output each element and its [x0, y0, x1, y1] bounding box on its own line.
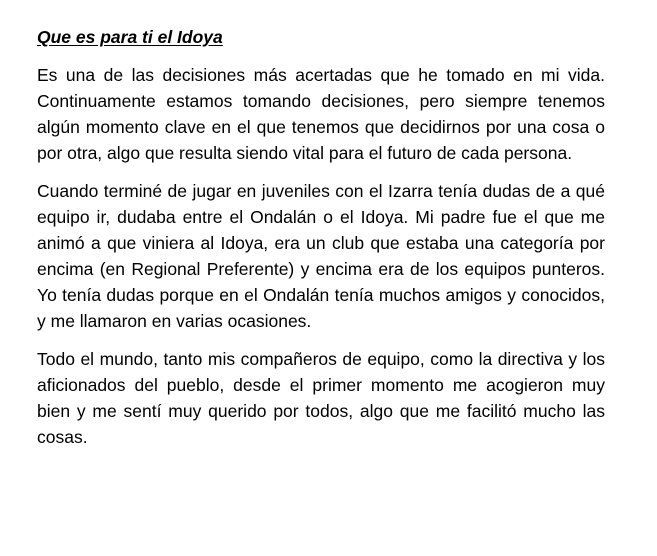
document-page — [37, 24, 605, 450]
paragraph-2: Cuando terminé de jugar en juveniles con el Izarra tenía dudas de a qué equipo ir, dudaba entre el Ondalán o el Idoya. Mi padre fue el que me animó a que viniera al Idoya, era un club que estaba una categoría por encima (en Regional Preferente) y encima era de los equipos punteros. Yo tenía dudas porque en el Ondalán tenía muchos amigos y conocidos, y me llamaron en varias ocasiones. — [37, 181, 605, 331]
paragraph-1: Es una de las decisiones más acertadas que he tomado en mi vida. Continuamente estamos tomando decisiones, pero siempre tenemos algún momento clave en el que tenemos que decidirnos por una cosa o por otra, algo que resulta siendo vital para el futuro de cada persona. — [37, 65, 605, 163]
paragraph-3: Todo el mundo, tanto mis compañeros de equipo, como la directiva y los aficionados del pueblo, desde el primer momento me acogieron muy bien y me sentí muy querido por todos, algo que me facilitó mucho las cosas. — [37, 349, 605, 447]
document-title: Que es para ti el Idoya — [37, 27, 223, 47]
